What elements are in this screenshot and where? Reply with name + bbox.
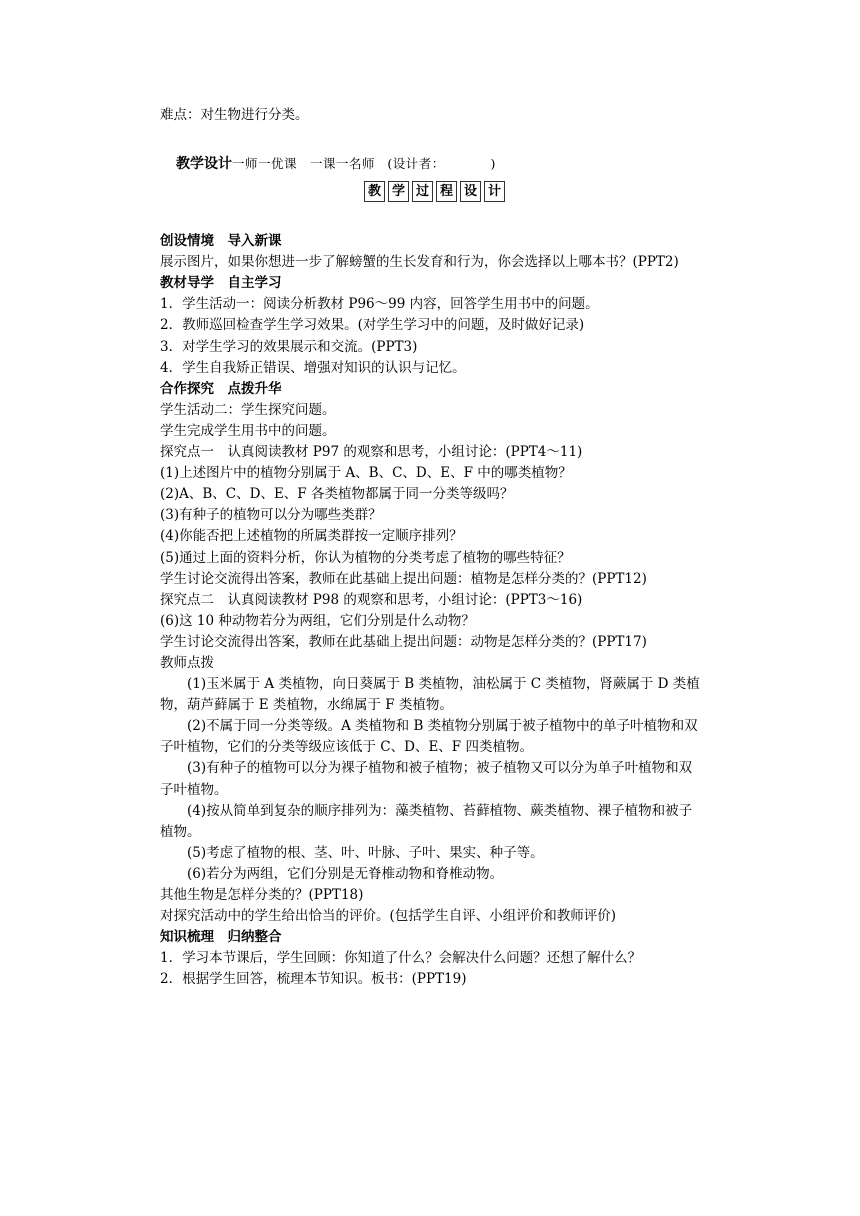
teaching-design-header — [176, 153, 700, 174]
question-item: (2)A、B、C、D、E、F 各类植物都属于同一分类等级吗？ — [160, 486, 514, 503]
answer-item: (1)玉米属于 A 类植物，向日葵属于 B 类植物，油松属于 C 类植物，肾蕨属于 D 类植物，葫芦藓属于 E 类植物，水绵属于 F 类植物。 — [160, 676, 700, 714]
paragraph: 学生讨论交流得出答案，教师在此基础上提出问题：植物是怎样分类的？(PPT12) — [160, 570, 647, 587]
paragraph: 探究点一 认真阅读教材 P97 的观察和思考，小组讨论：(PPT4～11) — [160, 444, 583, 461]
paragraph: 展示图片，如果你想进一步了解螃蟹的生长发育和行为，你会选择以上哪本书？(PPT2) — [160, 254, 679, 271]
paragraph: 学生完成学生用书中的问题。 — [160, 422, 336, 439]
question-item: (6)这 10 种动物若分为两组，它们分别是什么动物？ — [160, 612, 475, 629]
list-item: 1．学生活动一：阅读分析教材 P96～99 内容，回答学生用书中的问题。 — [160, 296, 599, 313]
process-char-box: 设 — [460, 181, 481, 202]
process-char-box: 计 — [484, 181, 505, 202]
answer-item: (2)不属于同一分类等级。A 类植物和 B 类植物分别属于被子植物中的单子叶植物和双子叶植物，它们的分类等级应该低于 C、D、E、F 四类植物。 — [160, 718, 698, 756]
paragraph: 探究点二 认真阅读教材 P98 的观察和思考，小组讨论：(PPT3～16) — [160, 591, 583, 608]
difficulty-line: 难点：对生物进行分类。 — [160, 107, 309, 123]
process-char-box: 学 — [388, 181, 409, 202]
paragraph: 学生活动二：学生探究问题。 — [160, 401, 336, 418]
teaching-design-subtitle: 一师一优课 一课一名师 — [232, 156, 376, 172]
list-item: 2．教师巡回检查学生学习效果。(对学生学习中的问题，及时做好记录) — [160, 317, 585, 334]
answer-item: (6)若分为两组，它们分别是无脊椎动物和脊椎动物。 — [187, 865, 504, 882]
answer-item: (4)按从简单到复杂的顺序排列为：藻类植物、苔藓植物、蕨类植物、裸子植物和被子植物。 — [160, 802, 693, 840]
paragraph: 教师点拨 — [160, 654, 214, 671]
process-design-boxes — [364, 181, 700, 201]
answer-item: (5)考虑了植物的根、茎、叶、叶脉、子叶、果实、种子等。 — [187, 844, 544, 861]
paragraph: 其他生物是怎样分类的？(PPT18) — [160, 887, 364, 903]
process-char-box: 程 — [436, 181, 457, 202]
answer-item: (3)有种子的植物可以分为裸子植物和被子植物；被子植物又可以分为单子叶植物和双子叶植物。 — [160, 760, 693, 798]
process-char-box: 教 — [364, 181, 385, 202]
question-item: (1)上述图片中的植物分别属于 A、B、C、D、E、F 中的哪类植物？ — [160, 465, 572, 482]
list-item: 2．根据学生回答，梳理本节知识。板书：(PPT19) — [160, 971, 467, 988]
paragraph: 对探究活动中的学生给出恰当的评价。(包括学生自评、小组评价和教师评价) — [160, 908, 617, 925]
section-heading: 合作探究 点拨升华 — [160, 380, 282, 397]
designer-field: (设计者： ) — [387, 156, 496, 172]
section-heading: 知识梳理 归纳整合 — [160, 929, 282, 946]
paragraph: 学生讨论交流得出答案，教师在此基础上提出问题：动物是怎样分类的？(PPT17) — [160, 633, 647, 650]
list-item: 4．学生自我矫正错误、增强对知识的认识与记忆。 — [160, 359, 466, 376]
teaching-design-title: 教学设计 — [176, 156, 232, 173]
question-item: (4)你能否把上述植物的所属类群按一定顺序排列？ — [160, 528, 463, 545]
question-item: (3)有种子的植物可以分为哪些类群？ — [160, 507, 382, 524]
list-item: 3．对学生学习的效果展示和交流。(PPT3) — [160, 338, 418, 355]
list-item: 1．学习本节课后，学生回顾：你知道了什么？会解决什么问题？还想了解什么？ — [160, 950, 642, 967]
document-body — [160, 105, 700, 990]
question-item: (5)通过上面的资料分析，你认为植物的分类考虑了植物的哪些特征？ — [160, 549, 571, 566]
process-char-box: 过 — [412, 181, 433, 202]
section-heading: 创设情境 导入新课 — [160, 233, 282, 250]
section-heading: 教材导学 自主学习 — [160, 275, 282, 292]
